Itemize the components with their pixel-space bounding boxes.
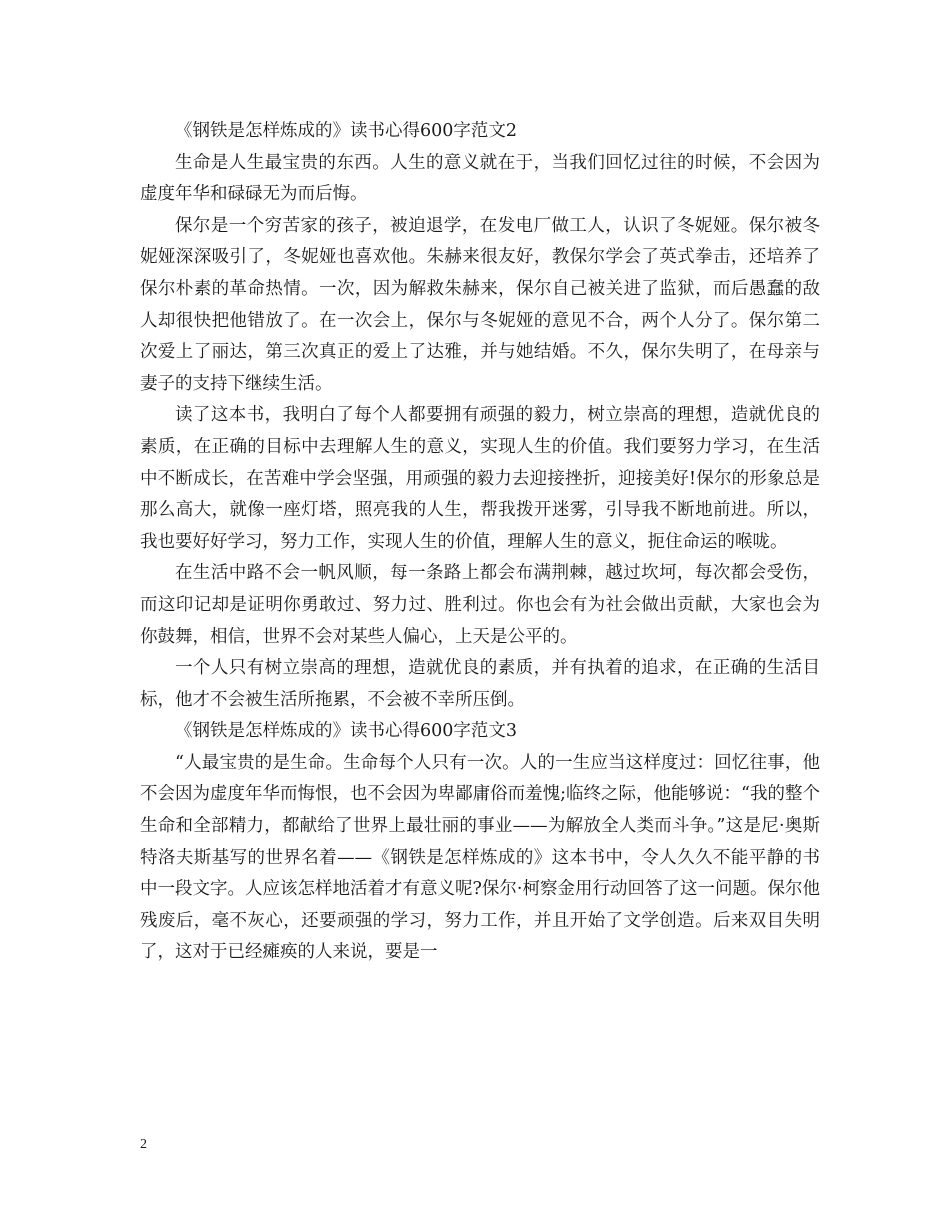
- section-heading-essay-3: 《钢铁是怎样炼成的》读书心得600字范文3: [175, 721, 518, 742]
- body-paragraph: 一个人只有树立崇高的理想，造就优良的素质，并有执着的追求，在正确的生活目标，他才不会被生活所拖累，不会被不幸所压倒。: [140, 658, 820, 710]
- body-paragraph: 读了这本书，我明白了每个人都要拥有顽强的毅力，树立崇高的理想，造就优良的素质，在正确的目标中去理解人生的意义，实现人生的价值。我们要努力学习，在生活中不断成长，在苦难中学会坚强，用顽强的毅力去迎接挫折，迎接美好!保尔的形象总是那么高大，就像一座灯塔，照亮我的人生，帮我拨开迷雾，引导我不断地前进。所以，我也要好好学习，努力工作，实现人生的价值，理解人生的意义，扼住命运的喉咙。: [140, 405, 820, 552]
- section-heading-essay-2: 《钢铁是怎样炼成的》读书心得600字范文2: [175, 121, 518, 141]
- page-number: 2: [140, 1137, 147, 1152]
- document-body: [140, 116, 820, 969]
- body-paragraph: 保尔是一个穷苦家的孩子，被迫退学，在发电厂做工人，认识了冬妮娅。保尔被冬妮娅深深吸引了，冬妮娅也喜欢他。朱赫来很友好，教保尔学会了英式拳击，还培养了保尔朴素的革命热情。一次，因为解救朱赫来，保尔自己被关进了监狱，而后愚蠢的敌人却很快把他错放了。在一次会上，保尔与冬妮娅的意见不合，两个人分了。保尔第二次爱上了丽达，第三次真正的爱上了达雅，并与她结婚。不久，保尔失明了，在母亲与妻子的支持下继续生活。: [140, 215, 820, 394]
- body-paragraph: 在生活中路不会一帆风顺，每一条路上都会布满荆棘，越过坎坷，每次都会受伤，而这印记却是证明你勇敢过、努力过、胜利过。你也会有为社会做出贡献，大家也会为你鼓舞，相信，世界不会对某些人偏心，上天是公平的。: [140, 563, 820, 647]
- body-paragraph: 生命是人生最宝贵的东西。人生的意义就在于，当我们回忆过往的时候，不会因为虚度年华和碌碌无为而后悔。: [140, 152, 820, 205]
- body-paragraph: “人最宝贵的是生命。生命每个人只有一次。人的一生应当这样度过：回忆往事，他不会因为虚度年华而悔恨，也不会因为卑鄙庸俗而羞愧;临终之际，他能够说：“我的整个生命和全部精力，都献给了世界上最壮丽的事业——为解放全人类而斗争。”这是尼·奥斯特洛夫斯基写的世界名着——《钢铁是怎样炼成的》这本书中，令人久久不能平静的书中一段文字。人应该怎样地活着才有意义呢?保尔·柯察金用行动回答了这一问题。保尔他残废后，毫不灰心，还要顽强的学习，努力工作，并且开始了文学创造。后来双目失明了，这对于已经瘫痪的人来说，要是一: [140, 752, 820, 963]
